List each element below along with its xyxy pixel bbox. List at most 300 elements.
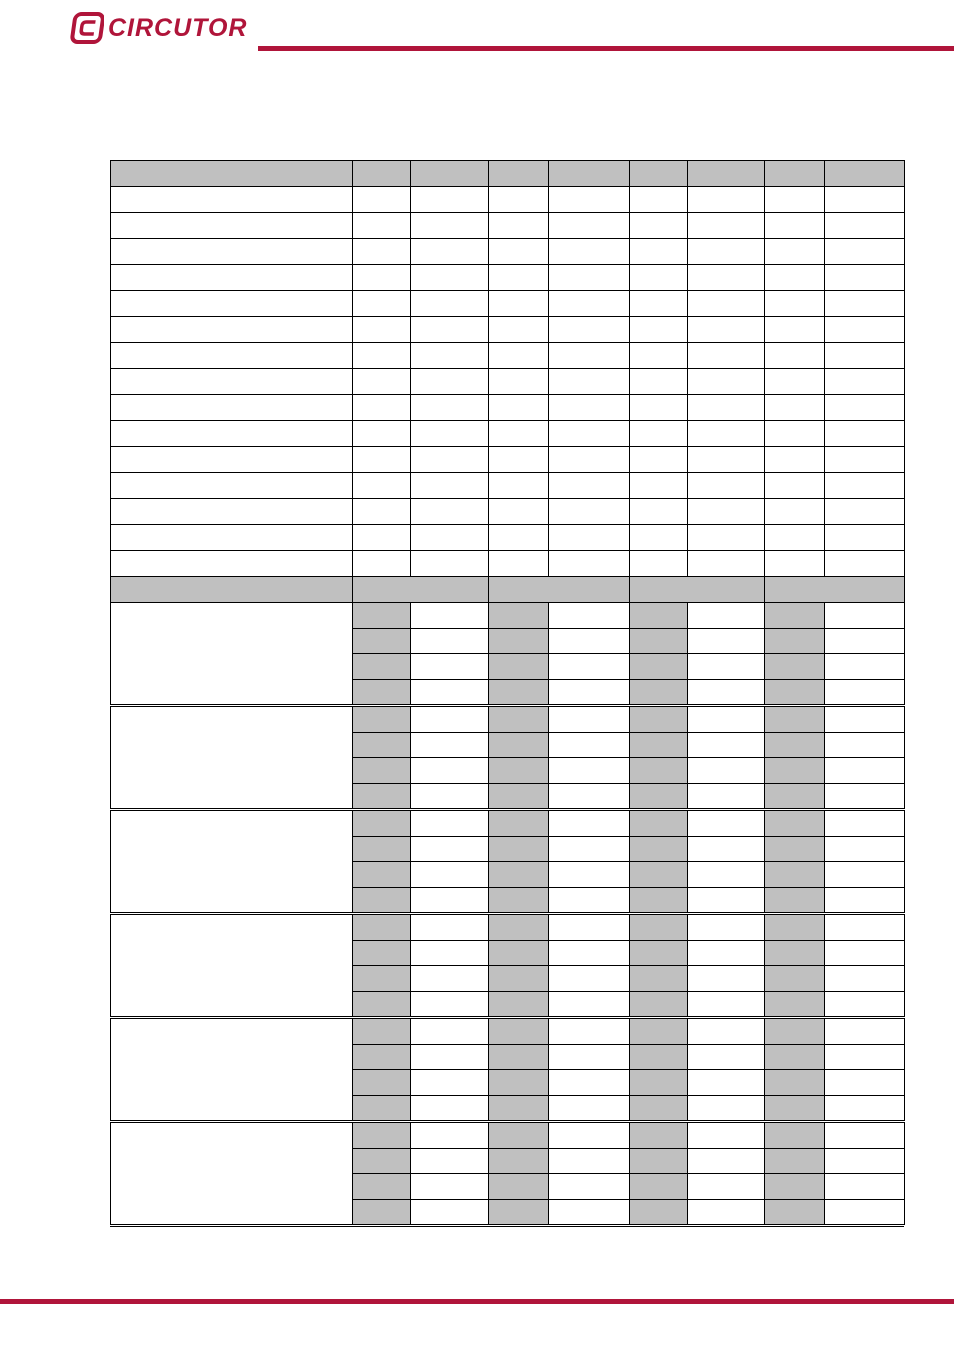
group-cell [410, 965, 489, 992]
group-label-cell [110, 1122, 353, 1225]
body-cell [110, 342, 353, 369]
group-cell [548, 810, 630, 837]
body-cell [764, 394, 825, 421]
body-cell [110, 212, 353, 239]
group-cell [629, 810, 688, 837]
group-cell [488, 1199, 549, 1226]
group-cell [764, 706, 825, 733]
group-cell [488, 1095, 549, 1122]
group-cell [548, 1095, 630, 1122]
body-cell [764, 368, 825, 395]
body-cell [764, 290, 825, 317]
group-cell [687, 679, 765, 706]
group-cell [824, 1018, 905, 1045]
body-cell [629, 212, 688, 239]
group-cell [629, 940, 688, 967]
body-cell [824, 498, 905, 525]
group-cell [824, 732, 905, 759]
body-cell [410, 290, 489, 317]
group-cell [548, 1069, 630, 1096]
group-cell [629, 783, 688, 810]
group-cell [548, 628, 630, 655]
group-cell [548, 861, 630, 888]
group-label-cell [110, 810, 353, 913]
group-cell [410, 861, 489, 888]
group-cell [548, 1199, 630, 1226]
body-cell [110, 498, 353, 525]
group-cell [687, 810, 765, 837]
body-cell [824, 186, 905, 213]
body-cell [764, 264, 825, 291]
body-cell [410, 498, 489, 525]
group-cell [687, 706, 765, 733]
group-cell [548, 991, 630, 1018]
header-rule [258, 46, 954, 51]
body-cell [687, 446, 765, 473]
group-cell [629, 861, 688, 888]
body-cell [548, 316, 630, 343]
group-cell [352, 1044, 411, 1071]
group-cell [352, 1095, 411, 1122]
header-cell [687, 160, 765, 187]
body-cell [629, 264, 688, 291]
group-cell [410, 1018, 489, 1045]
body-cell [824, 342, 905, 369]
body-cell [488, 550, 549, 577]
group-cell [687, 1199, 765, 1226]
group-cell [352, 1122, 411, 1149]
group-cell [410, 1173, 489, 1200]
body-cell [764, 472, 825, 499]
group-cell [488, 628, 549, 655]
header-cell [110, 160, 353, 187]
group-cell [488, 887, 549, 914]
body-cell [352, 394, 411, 421]
group-cell [764, 602, 825, 629]
group-cell [548, 706, 630, 733]
section-header-cell [488, 576, 630, 603]
group-cell [629, 1044, 688, 1071]
group-cell [824, 1122, 905, 1149]
body-cell [824, 550, 905, 577]
body-cell [488, 316, 549, 343]
brand-name: CIRCUTOR [108, 14, 248, 42]
group-cell [824, 628, 905, 655]
group-cell [824, 940, 905, 967]
group-cell [764, 1069, 825, 1096]
body-cell [824, 212, 905, 239]
group-cell [488, 965, 549, 992]
body-cell [110, 186, 353, 213]
group-cell [824, 757, 905, 784]
group-cell [352, 653, 411, 680]
body-cell [410, 264, 489, 291]
group-cell [824, 965, 905, 992]
group-cell [488, 706, 549, 733]
body-cell [548, 264, 630, 291]
group-cell [687, 965, 765, 992]
group-cell [824, 1173, 905, 1200]
group-cell [687, 783, 765, 810]
body-cell [410, 524, 489, 551]
body-cell [824, 264, 905, 291]
group-cell [548, 602, 630, 629]
body-cell [410, 420, 489, 447]
body-cell [629, 368, 688, 395]
group-cell [410, 810, 489, 837]
group-cell [764, 783, 825, 810]
group-cell [352, 1173, 411, 1200]
body-cell [687, 550, 765, 577]
group-cell [824, 914, 905, 941]
group-cell [824, 653, 905, 680]
group-cell [629, 757, 688, 784]
body-cell [110, 238, 353, 265]
group-cell [824, 706, 905, 733]
body-cell [352, 342, 411, 369]
body-cell [824, 524, 905, 551]
section-header-cell [352, 576, 489, 603]
body-cell [687, 368, 765, 395]
group-cell [352, 1199, 411, 1226]
group-cell [488, 836, 549, 863]
group-cell [352, 706, 411, 733]
group-cell [764, 914, 825, 941]
group-cell [488, 757, 549, 784]
body-cell [629, 446, 688, 473]
group-cell [687, 653, 765, 680]
group-cell [687, 732, 765, 759]
group-label-cell [110, 1018, 353, 1121]
body-cell [824, 420, 905, 447]
group-cell [352, 1018, 411, 1045]
section-header-cell [764, 576, 905, 603]
body-cell [687, 316, 765, 343]
body-cell [764, 550, 825, 577]
body-cell [824, 446, 905, 473]
group-cell [488, 1173, 549, 1200]
group-cell [410, 1199, 489, 1226]
group-cell [410, 991, 489, 1018]
body-cell [687, 290, 765, 317]
body-cell [410, 368, 489, 395]
body-cell [824, 238, 905, 265]
group-cell [824, 602, 905, 629]
group-cell [687, 1044, 765, 1071]
group-cell [629, 628, 688, 655]
body-cell [488, 186, 549, 213]
group-cell [352, 679, 411, 706]
group-cell [629, 1018, 688, 1045]
group-cell [548, 1148, 630, 1175]
group-cell [764, 628, 825, 655]
body-cell [824, 368, 905, 395]
body-cell [687, 420, 765, 447]
group-label-cell [110, 914, 353, 1017]
group-cell [488, 732, 549, 759]
body-cell [352, 498, 411, 525]
header-cell [410, 160, 489, 187]
group-cell [764, 810, 825, 837]
group-cell [687, 1148, 765, 1175]
group-cell [548, 887, 630, 914]
group-cell [548, 732, 630, 759]
group-cell [687, 757, 765, 784]
group-cell [764, 940, 825, 967]
group-cell [352, 965, 411, 992]
group-cell [352, 836, 411, 863]
group-cell [824, 783, 905, 810]
group-cell [824, 887, 905, 914]
group-cell [548, 836, 630, 863]
group-cell [687, 602, 765, 629]
group-cell [764, 732, 825, 759]
body-cell [548, 550, 630, 577]
body-cell [110, 290, 353, 317]
body-cell [352, 316, 411, 343]
body-cell [110, 368, 353, 395]
group-separator [110, 1224, 904, 1227]
body-cell [764, 316, 825, 343]
body-cell [410, 238, 489, 265]
group-cell [488, 810, 549, 837]
group-cell [410, 1069, 489, 1096]
body-cell [548, 342, 630, 369]
body-cell [352, 550, 411, 577]
group-cell [488, 1018, 549, 1045]
body-cell [764, 446, 825, 473]
group-cell [352, 1148, 411, 1175]
body-cell [687, 524, 765, 551]
group-cell [629, 1122, 688, 1149]
body-cell [410, 472, 489, 499]
body-cell [110, 394, 353, 421]
group-cell [410, 887, 489, 914]
group-cell [548, 1044, 630, 1071]
group-cell [548, 783, 630, 810]
group-cell [488, 1122, 549, 1149]
group-cell [687, 991, 765, 1018]
body-cell [410, 212, 489, 239]
group-cell [488, 679, 549, 706]
body-cell [352, 238, 411, 265]
body-cell [548, 420, 630, 447]
body-cell [352, 368, 411, 395]
group-cell [687, 1095, 765, 1122]
body-cell [352, 264, 411, 291]
group-cell [352, 757, 411, 784]
group-cell [548, 653, 630, 680]
group-cell [352, 732, 411, 759]
body-cell [410, 550, 489, 577]
group-cell [548, 940, 630, 967]
group-cell [410, 783, 489, 810]
body-cell [488, 524, 549, 551]
group-cell [687, 836, 765, 863]
body-cell [352, 212, 411, 239]
body-cell [548, 446, 630, 473]
body-cell [410, 316, 489, 343]
group-cell [764, 757, 825, 784]
group-cell [410, 653, 489, 680]
group-cell [764, 965, 825, 992]
group-cell [687, 887, 765, 914]
group-cell [488, 861, 549, 888]
group-cell [410, 836, 489, 863]
group-cell [410, 1044, 489, 1071]
group-cell [410, 1095, 489, 1122]
group-cell [687, 1173, 765, 1200]
body-cell [410, 446, 489, 473]
body-cell [764, 420, 825, 447]
body-cell [687, 394, 765, 421]
body-cell [548, 472, 630, 499]
group-cell [352, 810, 411, 837]
body-cell [629, 420, 688, 447]
group-cell [764, 1173, 825, 1200]
group-cell [824, 810, 905, 837]
body-cell [687, 238, 765, 265]
body-cell [110, 316, 353, 343]
group-cell [824, 1095, 905, 1122]
group-cell [764, 1044, 825, 1071]
body-cell [824, 472, 905, 499]
body-cell [488, 420, 549, 447]
header-cell [824, 160, 905, 187]
group-cell [410, 732, 489, 759]
group-cell [764, 679, 825, 706]
group-cell [824, 679, 905, 706]
body-cell [488, 290, 549, 317]
group-cell [410, 1148, 489, 1175]
group-cell [352, 861, 411, 888]
body-cell [548, 238, 630, 265]
group-cell [629, 991, 688, 1018]
group-cell [629, 1199, 688, 1226]
body-cell [629, 394, 688, 421]
group-cell [764, 1018, 825, 1045]
body-cell [764, 498, 825, 525]
body-cell [488, 446, 549, 473]
group-cell [687, 861, 765, 888]
header-cell [488, 160, 549, 187]
group-cell [764, 991, 825, 1018]
body-cell [110, 446, 353, 473]
body-cell [629, 342, 688, 369]
group-cell [764, 1148, 825, 1175]
group-cell [824, 991, 905, 1018]
group-cell [629, 965, 688, 992]
section-header-cell [629, 576, 765, 603]
body-cell [548, 212, 630, 239]
group-cell [764, 861, 825, 888]
group-cell [687, 1018, 765, 1045]
group-cell [352, 628, 411, 655]
group-cell [687, 1122, 765, 1149]
group-cell [488, 940, 549, 967]
group-cell [488, 783, 549, 810]
group-cell [352, 602, 411, 629]
group-cell [764, 887, 825, 914]
group-cell [352, 887, 411, 914]
body-cell [548, 368, 630, 395]
group-cell [488, 1069, 549, 1096]
group-cell [352, 914, 411, 941]
body-cell [352, 446, 411, 473]
group-cell [488, 653, 549, 680]
group-cell [764, 1122, 825, 1149]
body-cell [410, 342, 489, 369]
group-cell [352, 991, 411, 1018]
group-cell [410, 628, 489, 655]
body-cell [110, 550, 353, 577]
group-cell [629, 653, 688, 680]
group-cell [548, 914, 630, 941]
group-cell [629, 1069, 688, 1096]
body-cell [687, 472, 765, 499]
body-cell [764, 212, 825, 239]
body-cell [764, 342, 825, 369]
group-cell [488, 914, 549, 941]
group-cell [410, 602, 489, 629]
group-cell [764, 1199, 825, 1226]
group-cell [764, 1095, 825, 1122]
brand-logo [70, 10, 247, 46]
group-cell [629, 1173, 688, 1200]
circutor-logo-icon [70, 11, 104, 45]
body-cell [488, 394, 549, 421]
group-cell [824, 1044, 905, 1071]
group-cell [410, 679, 489, 706]
body-cell [764, 238, 825, 265]
body-cell [488, 342, 549, 369]
body-cell [629, 316, 688, 343]
group-cell [488, 1148, 549, 1175]
group-cell [410, 706, 489, 733]
group-cell [687, 628, 765, 655]
group-cell [629, 887, 688, 914]
group-cell [352, 783, 411, 810]
body-cell [629, 290, 688, 317]
group-cell [687, 1069, 765, 1096]
group-cell [824, 1199, 905, 1226]
group-cell [410, 914, 489, 941]
group-cell [824, 861, 905, 888]
group-cell [764, 836, 825, 863]
group-cell [629, 706, 688, 733]
body-cell [488, 264, 549, 291]
group-cell [488, 1044, 549, 1071]
group-cell [824, 1148, 905, 1175]
group-cell [548, 757, 630, 784]
group-cell [548, 965, 630, 992]
body-cell [687, 264, 765, 291]
body-cell [687, 212, 765, 239]
group-cell [410, 1122, 489, 1149]
body-cell [548, 498, 630, 525]
body-cell [110, 472, 353, 499]
body-cell [764, 524, 825, 551]
group-cell [687, 940, 765, 967]
body-cell [410, 186, 489, 213]
body-cell [488, 472, 549, 499]
body-cell [824, 316, 905, 343]
group-cell [629, 836, 688, 863]
group-cell [629, 602, 688, 629]
body-cell [352, 472, 411, 499]
group-cell [548, 1018, 630, 1045]
body-cell [687, 342, 765, 369]
